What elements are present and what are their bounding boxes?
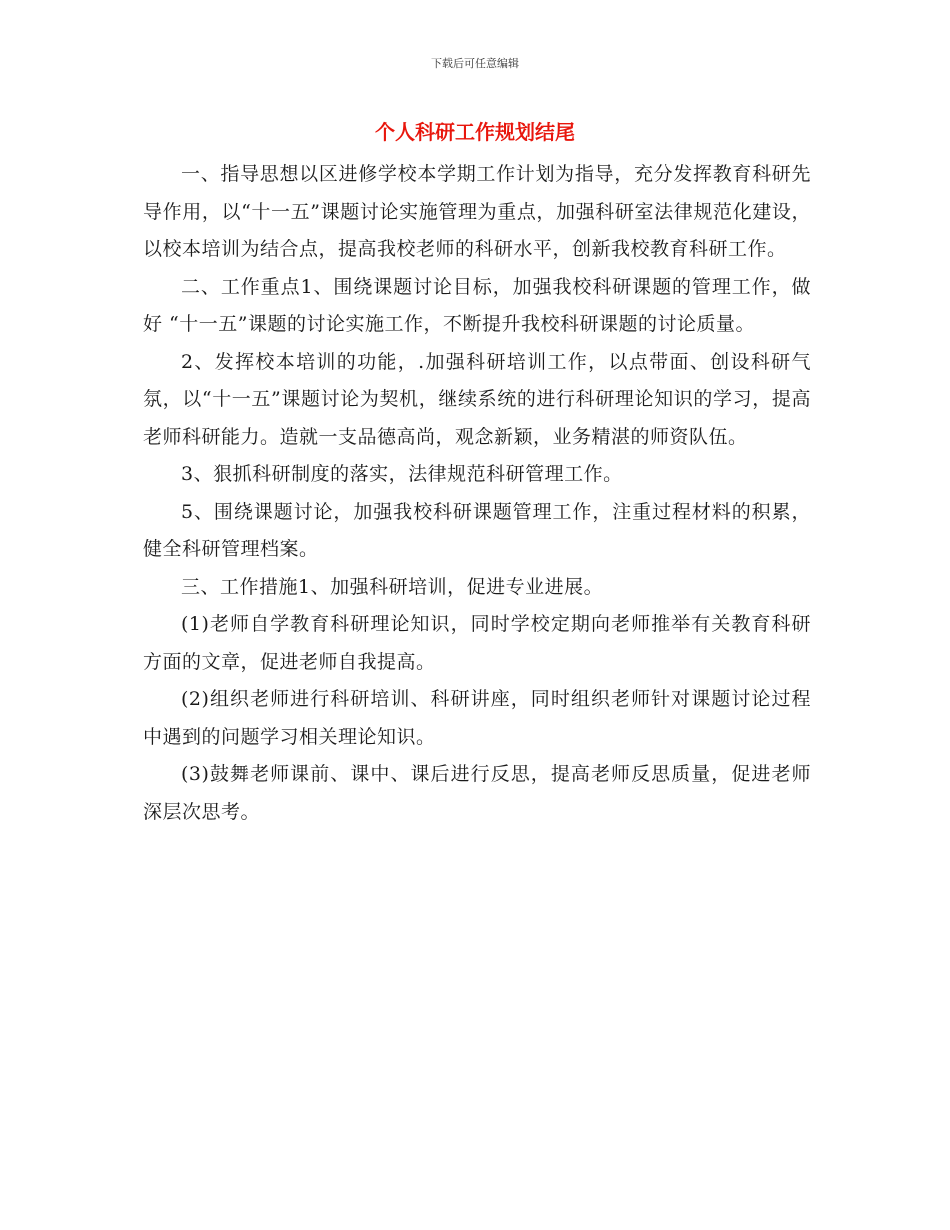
document-body — [143, 156, 811, 831]
paragraph-system-implementation: 3、狠抓科研制度的落实，法律规范科研管理工作。 — [181, 463, 623, 485]
paragraph-work-focus: 二、工作重点1、围绕课题讨论目标，加强我校科研课题的管理工作，做好 “十一五”课题的讨论实施工作，不断提升我校科研课题的讨论质量。 — [143, 275, 811, 335]
paragraph-project-management: 5、围绕课题讨论，加强我校科研课题管理工作，注重过程材料的积累，健全科研管理档案。 — [143, 500, 811, 560]
paragraph-measure-2: (2)组织老师进行科研培训、科研讲座，同时组织老师针对课题讨论过程中遇到的问题学习相关理论知识。 — [143, 688, 811, 748]
paragraph-work-measures: 三、工作措施1、加强科研培训，促进专业进展。 — [181, 575, 604, 598]
paragraph-measure-1: (1)老师自学教育科研理论知识，同时学校定期向老师推举有关教育科研方面的文章，促进老师自我提高。 — [143, 613, 811, 673]
header-note: 下载后可任意编辑 — [431, 57, 519, 70]
paragraph-guiding-ideology: 一、指导思想以区进修学校本学期工作计划为指导，充分发挥教育科研先导作用，以“十一五”课题讨论实施管理为重点，加强科研室法律规范化建设，以校本培训为结合点，提高我校老师的科研水平，创新我校教育科研工作。 — [143, 163, 811, 260]
document-title: 个人科研工作规划结尾 — [375, 120, 575, 144]
paragraph-measure-3: (3)鼓舞老师课前、课中、课后进行反思，提高老师反思质量，促进老师深层次思考。 — [143, 763, 811, 823]
paragraph-training-function: 2、发挥校本培训的功能，.加强科研培训工作，以点带面、创设科研气氛，以“十一五”课题讨论为契机，继续系统的进行科研理论知识的学习，提高老师科研能力。造就一支品德高尚，观念新颖，业务精湛的师资队伍。 — [143, 350, 811, 448]
